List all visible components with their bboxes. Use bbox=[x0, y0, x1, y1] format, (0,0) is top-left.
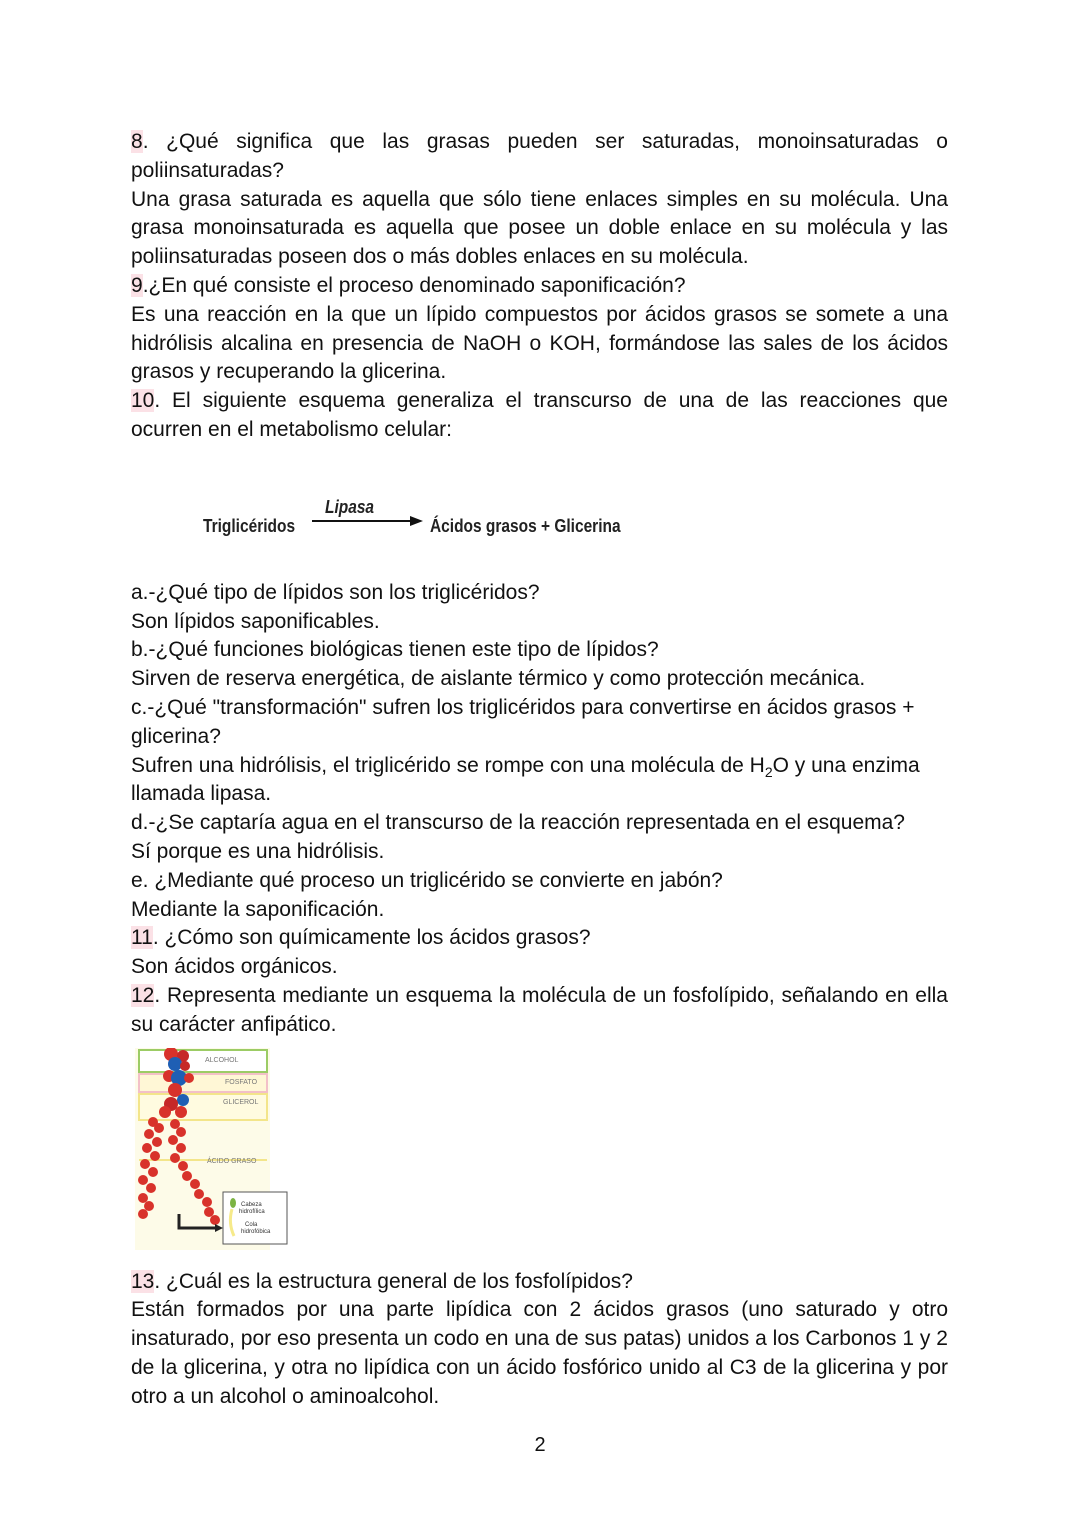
question-number: 11 bbox=[131, 926, 153, 950]
legend-tail-label: Cola bbox=[245, 1221, 258, 1228]
page-content bbox=[131, 128, 948, 1412]
question-8 bbox=[131, 128, 948, 186]
question-10b: b.-¿Qué funciones biológicas tienen este tipo de lípidos? bbox=[131, 638, 659, 662]
answer-10e: Mediante la saponificación. bbox=[131, 897, 385, 921]
question-number: 8 bbox=[131, 130, 143, 153]
question-text: . ¿Cuál es la estructura general de los fosfolípidos? bbox=[154, 1269, 633, 1293]
answer-10a: Son lípidos saponificables. bbox=[131, 609, 380, 633]
alcohol-label: ALCOHOL bbox=[205, 1056, 239, 1064]
question-number: 10 bbox=[131, 389, 155, 413]
head-legend-icon bbox=[230, 1198, 236, 1208]
question-13 bbox=[131, 1268, 948, 1297]
question-10e: e. ¿Mediante qué proceso un triglicérido se convierte en jabón? bbox=[131, 868, 723, 892]
products-label: Ácidos grasos + Glicerina bbox=[430, 515, 621, 536]
question-text: .¿En qué consiste el proceso denominado saponificación? bbox=[142, 273, 686, 297]
reaction-arrow-icon bbox=[312, 515, 424, 527]
legend-head-label: Cabeza bbox=[241, 1201, 262, 1208]
question-10c: c.-¿Qué "transformación" sufren los triglicéridos para convertirse en ácidos grasos + glicerina? bbox=[131, 695, 915, 748]
acido-graso-label: ÁCIDO GRASO bbox=[207, 1157, 257, 1165]
question-text: . ¿Cómo son químicamente los ácidos grasos? bbox=[152, 926, 591, 950]
subscript: 2 bbox=[764, 763, 773, 780]
question-11 bbox=[131, 924, 948, 953]
enzyme-label: Lipasa bbox=[325, 496, 375, 517]
phospholipid-diagram bbox=[135, 1048, 295, 1250]
answer-9: Es una reacción en la que un lípido compuestos por ácidos grasos se somete a una hidrólisis alcalina en presencia de NaOH o KOH, formándose las sales de los ácidos grasos y recuperando la glicerina. bbox=[131, 302, 948, 384]
question-number: 9 bbox=[131, 273, 143, 297]
page-number: 2 bbox=[534, 1434, 546, 1456]
question-10a: a.-¿Qué tipo de lípidos son los triglicéridos? bbox=[131, 580, 540, 604]
reaction-scheme bbox=[131, 445, 948, 579]
answer-10d: Sí porque es una hidrólisis. bbox=[131, 839, 385, 863]
answer-text: Sufren una hidrólisis, el triglicérido se rompe con una molécula de H bbox=[131, 753, 765, 777]
question-number: 13 bbox=[131, 1269, 155, 1293]
question-text: . El siguiente esquema generaliza el transcurso de una de las reacciones que ocurren en el metabolismo celular: bbox=[131, 389, 948, 441]
question-9 bbox=[131, 272, 948, 301]
glicerol-label: GLICEROL bbox=[223, 1098, 259, 1106]
answer-8: Una grasa saturada es aquella que sólo tiene enlaces simples en su molécula. Una grasa monoinsaturada es aquella que posee un doble enlace en su molécula y las poliinsaturadas poseen dos o más dobles enlaces en su molécula. bbox=[131, 187, 948, 269]
question-number: 12 bbox=[131, 983, 155, 1007]
answer-13: Están formados por una parte lipídica con 2 ácidos grasos (uno saturado y otro insaturado, por eso presenta un codo en una de sus patas) unidos a los Carbonos 1 y 2 de la glicerina, y otra no lipídica con un ácido fosfórico unido al C3 de la glicerina y por otro a un alcohol o aminoalcohol. bbox=[131, 1298, 948, 1408]
question-10d: d.-¿Se captaría agua en el transcurso de la reacción representada en el esquema? bbox=[131, 811, 905, 835]
answer-10b: Sirven de reserva energética, de aislante térmico y como protección mecánica. bbox=[131, 667, 866, 691]
question-12 bbox=[131, 982, 948, 1040]
question-text: . ¿Qué significa que las grasas pueden ser saturadas, monoinsaturadas o poliinsaturadas? bbox=[131, 130, 948, 182]
question-10 bbox=[131, 387, 948, 445]
answer-11: Son ácidos orgánicos. bbox=[131, 955, 338, 979]
legend-head-label: hidrofílica bbox=[239, 1208, 265, 1215]
fosfato-label: FOSFATO bbox=[225, 1078, 258, 1086]
answer-text: O y una enzima llamada lipasa. bbox=[131, 753, 920, 806]
reactant-label: Triglicéridos bbox=[203, 515, 296, 536]
legend-tail-label: hidrofóbica bbox=[241, 1228, 271, 1235]
question-text: . Representa mediante un esquema la molécula de un fosfolípido, señalando en ella su carácter anfipático. bbox=[131, 983, 948, 1036]
answer-10c bbox=[131, 752, 948, 810]
phospholipid-figure bbox=[135, 1048, 295, 1250]
